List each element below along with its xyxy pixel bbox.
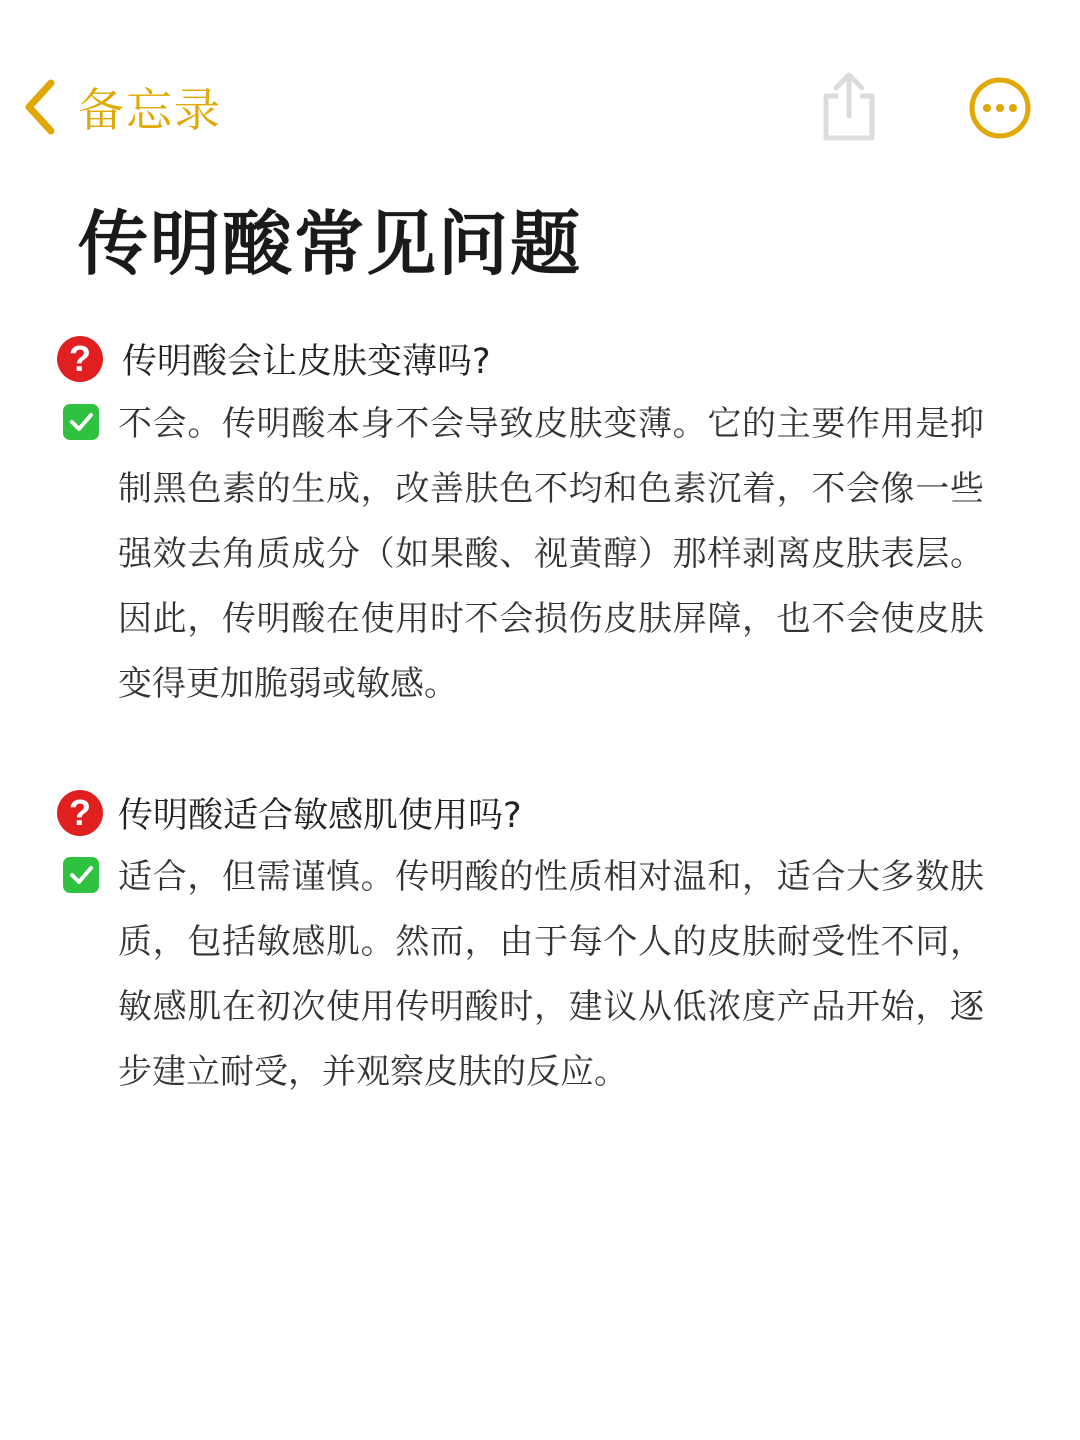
green-check-icon (63, 404, 99, 440)
more-icon[interactable] (968, 76, 1032, 140)
note-title: 传明酸常见问题 (78, 203, 582, 285)
question-text: 传明酸会让皮肤变薄吗? (122, 342, 491, 382)
navigation-bar (0, 0, 1080, 180)
svg-text:?: ? (69, 338, 91, 379)
svg-text:?: ? (69, 792, 91, 833)
share-icon[interactable] (818, 70, 880, 142)
question-text: 传明酸适合敏感肌使用吗? (118, 796, 522, 836)
answer-text: 适合，但需谨慎。传明酸的性质相对温和，适合大多数肤质，包括敏感肌。然而，由于每个人的皮肤耐受性不同，敏感肌在初次使用传明酸时，建议从低浓度产品开始，逐步建立耐受，并观察皮肤的反应。 (118, 857, 984, 1092)
red-question-icon (56, 335, 104, 383)
red-question-icon (56, 789, 104, 837)
answer-text: 不会。传明酸本身不会导致皮肤变薄。它的主要作用是抑制黑色素的生成，改善肤色不均和色素沉着，不会像一些强效去角质成分（如果酸、视黄醇）那样剥离皮肤表层。因此，传明酸在使用时不会损伤皮肤屏障，也不会使皮肤变得更加脆弱或敏感。 (118, 404, 984, 704)
question-row (56, 788, 522, 838)
back-label: 备忘录 (78, 83, 222, 137)
back-button[interactable] (22, 76, 222, 138)
chevron-left-icon (22, 78, 56, 136)
question-row (56, 334, 491, 384)
green-check-icon (63, 857, 99, 893)
